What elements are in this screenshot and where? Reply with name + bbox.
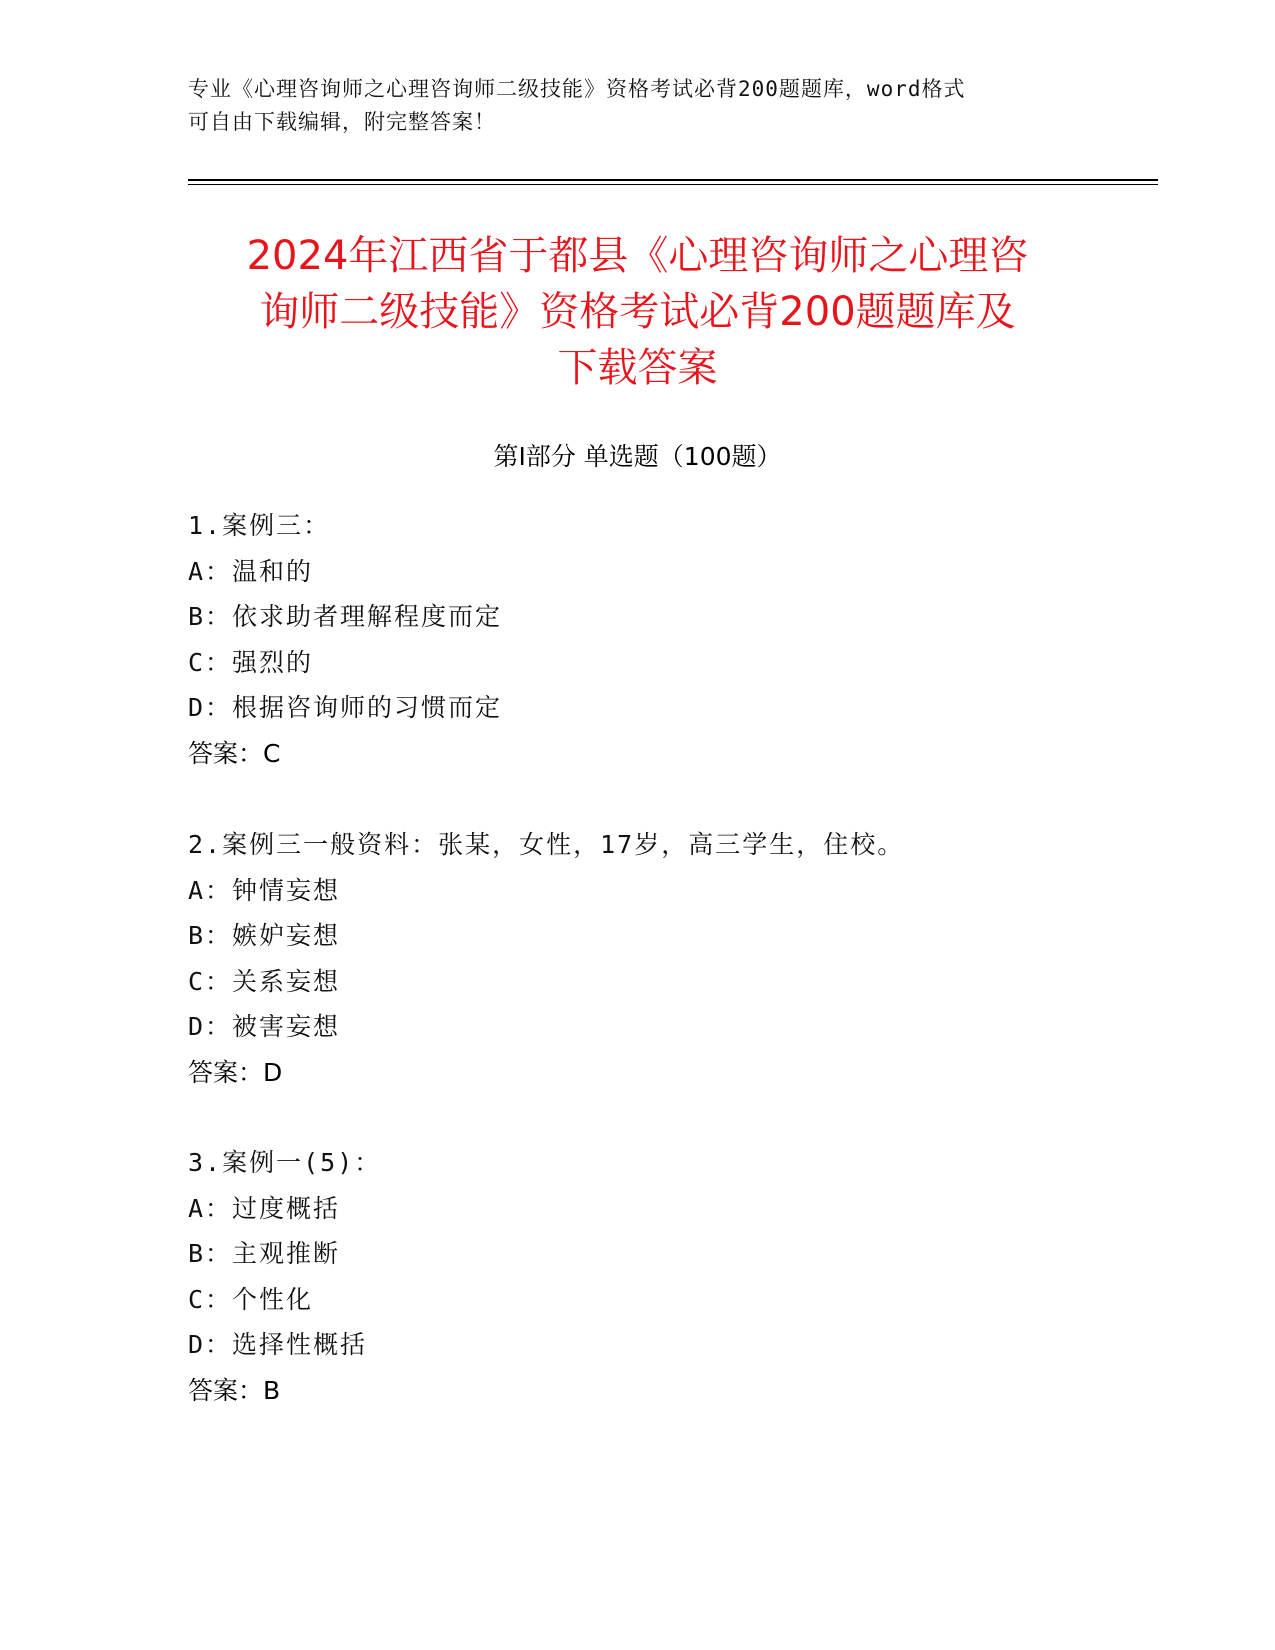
answer: 答案：D <box>188 1057 283 1087</box>
answer: 答案：C <box>188 738 281 768</box>
option-a: A：钟情妄想 <box>188 875 341 905</box>
document-title-line-1: 2024年江西省于都县《心理咨询师之心理咨 <box>246 233 1029 279</box>
option-a: A：温和的 <box>188 556 314 586</box>
option-a: A：过度概括 <box>188 1193 341 1223</box>
question-2 <box>188 822 1148 1095</box>
option-b: B：主观推断 <box>188 1239 341 1268</box>
document-title <box>180 228 1095 396</box>
question-stem: 2.案例三一般资料：张某，女性，17岁，高三学生，住校。 <box>188 830 905 859</box>
header-note-line-1: 专业《心理咨询师之心理咨询师二级技能》资格考试必背200题题库，word格式 <box>188 77 966 101</box>
question-stem: 3.案例一(5)： <box>188 1148 382 1177</box>
question-3 <box>188 1140 1148 1413</box>
option-d: D：根据咨询师的习惯而定 <box>188 693 503 722</box>
document-title-line-2: 询师二级技能》资格考试必背200题题库及 <box>259 289 1016 335</box>
header-note-line-2: 可自由下载编辑，附完整答案！ <box>188 110 496 134</box>
option-c: C：强烈的 <box>188 647 314 677</box>
option-d: D：被害妄想 <box>188 1012 341 1041</box>
option-b: B：嫉妒妄想 <box>188 921 341 950</box>
header-divider-thick <box>188 179 1158 181</box>
answer: 答案：B <box>188 1375 281 1405</box>
document-title-line-3: 下载答案 <box>557 345 718 391</box>
section-title: 第Ⅰ部分 单选题（100题） <box>493 442 782 471</box>
header-note <box>188 73 1088 139</box>
header-divider-thin <box>188 184 1158 185</box>
option-c: C：个性化 <box>188 1284 314 1314</box>
option-d: D：选择性概括 <box>188 1330 368 1359</box>
question-stem: 1.案例三： <box>188 511 331 540</box>
question-1 <box>188 503 1148 776</box>
option-b: B：依求助者理解程度而定 <box>188 602 503 631</box>
option-c: C：关系妄想 <box>188 966 341 996</box>
